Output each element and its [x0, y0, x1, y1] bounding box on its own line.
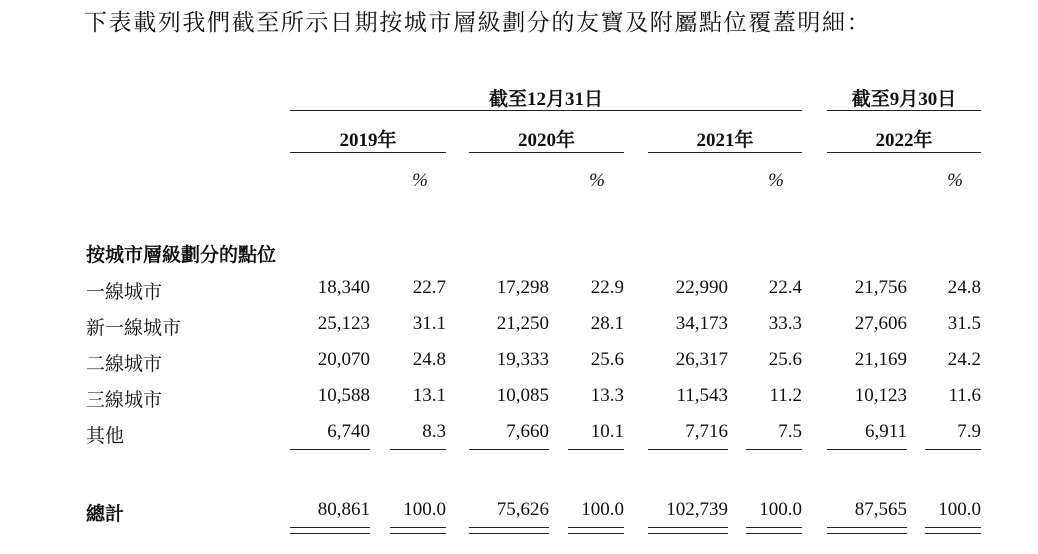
cell-2019-pct: 24.8 [412, 349, 446, 370]
cell-2022-count: 10,123 [854, 385, 907, 406]
cell-2019-count: 6,740 [327, 421, 370, 442]
percent-header-2021: % [768, 170, 784, 191]
row-label-tier2: 二線城市 [86, 354, 163, 375]
total-cell-2019-count: 80,861 [317, 499, 370, 520]
cell-2021-count: 34,173 [675, 313, 728, 334]
cell-2020-count: 19,333 [496, 349, 549, 370]
total-double-rule [827, 527, 907, 534]
cell-2022-pct: 7.9 [957, 421, 981, 442]
cell-2022-pct: 24.8 [947, 277, 981, 298]
header-rule-group2 [827, 110, 981, 111]
total-cell-2022-count: 87,565 [854, 499, 907, 520]
cell-2019-count: 25,123 [317, 313, 370, 334]
total-double-rule [290, 527, 370, 534]
total-double-rule [469, 527, 549, 534]
total-double-rule [568, 527, 624, 534]
cell-2020-pct: 25.6 [590, 349, 624, 370]
row-label-tier3: 三線城市 [86, 390, 163, 411]
percent-header-2020: % [589, 170, 605, 191]
percent-header-2022: % [947, 170, 963, 191]
total-cell-2019-pct: 100.0 [403, 499, 446, 520]
intro-sentence: 下表載列我們截至所示日期按城市層級劃分的友寶及附屬點位覆蓋明細： [84, 10, 872, 35]
row-label-others: 其他 [86, 426, 125, 447]
total-cell-2020-count: 75,626 [496, 499, 549, 520]
cell-2022-count: 21,169 [854, 349, 907, 370]
year-rule-2022 [827, 152, 981, 153]
cell-2022-pct: 31.5 [947, 313, 981, 334]
section-label-by-city-tier: 按城市層級劃分的點位 [86, 245, 277, 266]
year-header-2021: 2021年 [696, 130, 754, 151]
subtotal-rule [648, 449, 728, 450]
header-as-of-september-30: 截至9月30日 [851, 89, 957, 110]
header-as-of-december-31: 截至12月31日 [488, 89, 603, 110]
year-header-2022: 2022年 [875, 130, 933, 151]
cell-2020-pct: 10.1 [590, 421, 624, 442]
cell-2021-count: 7,716 [685, 421, 728, 442]
cell-2019-count: 10,588 [317, 385, 370, 406]
total-cell-2021-count: 102,739 [666, 499, 728, 520]
row-label-new-tier1: 新一線城市 [86, 318, 182, 339]
cell-2021-count: 11,543 [676, 385, 728, 406]
year-rule-2019 [290, 152, 446, 153]
row-label-tier1: 一線城市 [86, 282, 163, 303]
year-rule-2020 [469, 152, 624, 153]
subtotal-rule [925, 449, 981, 450]
cell-2020-pct: 28.1 [590, 313, 624, 334]
total-cell-2021-pct: 100.0 [759, 499, 802, 520]
cell-2020-pct: 22.9 [590, 277, 624, 298]
cell-2021-pct: 7.5 [778, 421, 802, 442]
cell-2020-count: 7,660 [506, 421, 549, 442]
total-double-rule [925, 527, 981, 534]
subtotal-rule [290, 449, 370, 450]
subtotal-rule [827, 449, 907, 450]
subtotal-rule [390, 449, 446, 450]
total-double-rule [648, 527, 728, 534]
year-header-2019: 2019年 [339, 130, 397, 151]
cell-2022-count: 21,756 [854, 277, 907, 298]
cell-2020-count: 10,085 [496, 385, 549, 406]
cell-2020-pct: 13.3 [590, 385, 624, 406]
cell-2022-count: 27,606 [854, 313, 907, 334]
cell-2019-pct: 13.1 [412, 385, 446, 406]
cell-2019-pct: 8.3 [422, 421, 446, 442]
year-rule-2021 [648, 152, 802, 153]
total-double-rule [390, 527, 446, 534]
total-cell-2020-pct: 100.0 [581, 499, 624, 520]
cell-2019-count: 20,070 [317, 349, 370, 370]
subtotal-rule [469, 449, 549, 450]
percent-header-2019: % [412, 170, 428, 191]
total-cell-2022-pct: 100.0 [938, 499, 981, 520]
total-double-rule [746, 527, 802, 534]
cell-2022-pct: 24.2 [947, 349, 981, 370]
row-label-total: 總計 [86, 504, 125, 525]
cell-2021-count: 26,317 [675, 349, 728, 370]
cell-2021-pct: 11.2 [769, 385, 802, 406]
cell-2019-pct: 31.1 [412, 313, 446, 334]
subtotal-rule [746, 449, 802, 450]
cell-2022-pct: 11.6 [948, 385, 981, 406]
cell-2021-pct: 25.6 [768, 349, 802, 370]
cell-2022-count: 6,911 [864, 421, 907, 442]
cell-2020-count: 21,250 [496, 313, 549, 334]
header-rule-group1 [290, 110, 802, 111]
cell-2019-count: 18,340 [317, 277, 370, 298]
cell-2021-pct: 33.3 [768, 313, 802, 334]
cell-2020-count: 17,298 [496, 277, 549, 298]
cell-2021-pct: 22.4 [768, 277, 802, 298]
year-header-2020: 2020年 [517, 130, 575, 151]
cell-2019-pct: 22.7 [412, 277, 446, 298]
subtotal-rule [568, 449, 624, 450]
cell-2021-count: 22,990 [675, 277, 728, 298]
